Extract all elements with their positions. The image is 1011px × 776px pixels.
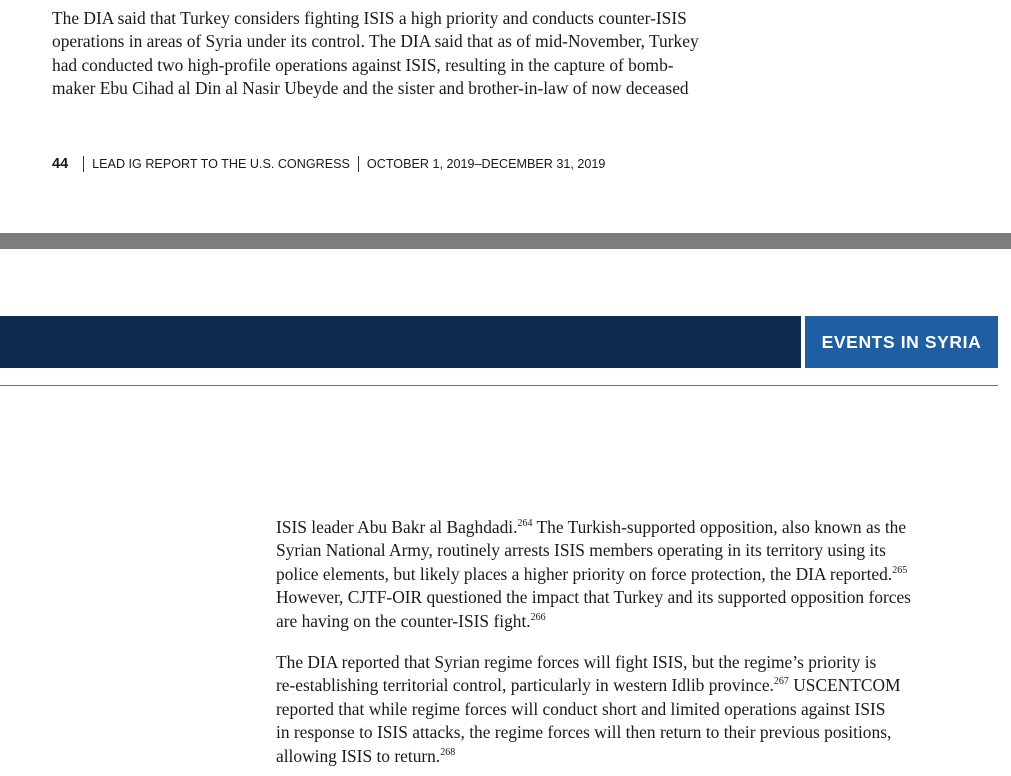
footnote-ref[interactable]: 265 xyxy=(892,564,908,576)
line-text: re-establishing territorial control, particularly in western Idlib province. xyxy=(276,675,774,696)
text-line: maker Ebu Cihad al Din al Nasir Ubeyde and the sister and brother-in-law of now deceased xyxy=(52,78,689,99)
page-divider xyxy=(0,233,1011,249)
text-line: The DIA reported that Syrian regime forces will fight ISIS, but the regime’s priority is xyxy=(276,652,877,672)
footer-separator xyxy=(83,156,84,172)
body-paragraph-1 xyxy=(276,516,996,633)
text-line: Syrian National Army, routinely arrests ISIS members operating in its territory using its xyxy=(276,540,886,561)
text-line: had conducted two high-profile operations against ISIS, resulting in the capture of bomb- xyxy=(52,54,674,75)
header-band xyxy=(0,316,801,368)
page-footer xyxy=(52,154,605,174)
line-text: allowing ISIS to return. xyxy=(276,745,441,766)
footnote-ref[interactable]: 268 xyxy=(440,746,456,758)
footer-separator xyxy=(358,156,359,172)
line-text: The Turkish-supported opposition, also known as the xyxy=(532,517,907,537)
header-rule xyxy=(0,385,998,386)
text-line xyxy=(276,674,996,697)
text-line: reported that while regime forces will conduct short and limited operations against ISIS xyxy=(276,698,886,719)
section-header xyxy=(805,316,998,368)
text-line: operations in areas of Syria under its control. The DIA said that as of mid-November, Turkey xyxy=(52,31,699,52)
text-line xyxy=(276,610,996,633)
page-number: 44 xyxy=(52,156,69,172)
line-text: police elements, but likely places a higher priority on force protection, the DIA reported. xyxy=(276,563,893,584)
section-title: EVENTS IN SYRIA xyxy=(821,331,982,352)
text-line xyxy=(276,745,996,768)
text-line: in response to ISIS attacks, the regime forces will then return to their previous positions, xyxy=(276,722,892,743)
footnote-ref[interactable]: 267 xyxy=(773,676,789,688)
text-line xyxy=(276,563,996,586)
footnote-ref[interactable]: 264 xyxy=(517,518,533,529)
text-line: The DIA said that Turkey considers fighting ISIS a high priority and conducts counter-ISIS xyxy=(52,8,687,28)
line-text: are having on the counter-ISIS fight. xyxy=(276,610,531,631)
report-title: LEAD IG REPORT TO THE U.S. CONGRESS xyxy=(92,157,350,171)
text-line: However, CJTF-OIR questioned the impact that Turkey and its supported opposition forces xyxy=(276,587,911,608)
line-text: ISIS leader Abu Bakr al Baghdadi. xyxy=(276,517,518,537)
body-paragraph-2 xyxy=(276,651,996,768)
footnote-ref[interactable]: 266 xyxy=(530,611,546,623)
page-44-paragraph xyxy=(52,7,782,101)
report-date-range: OCTOBER 1, 2019–DECEMBER 31, 2019 xyxy=(366,157,606,171)
text-line xyxy=(276,516,996,539)
line-text: USCENTCOM xyxy=(788,675,901,696)
